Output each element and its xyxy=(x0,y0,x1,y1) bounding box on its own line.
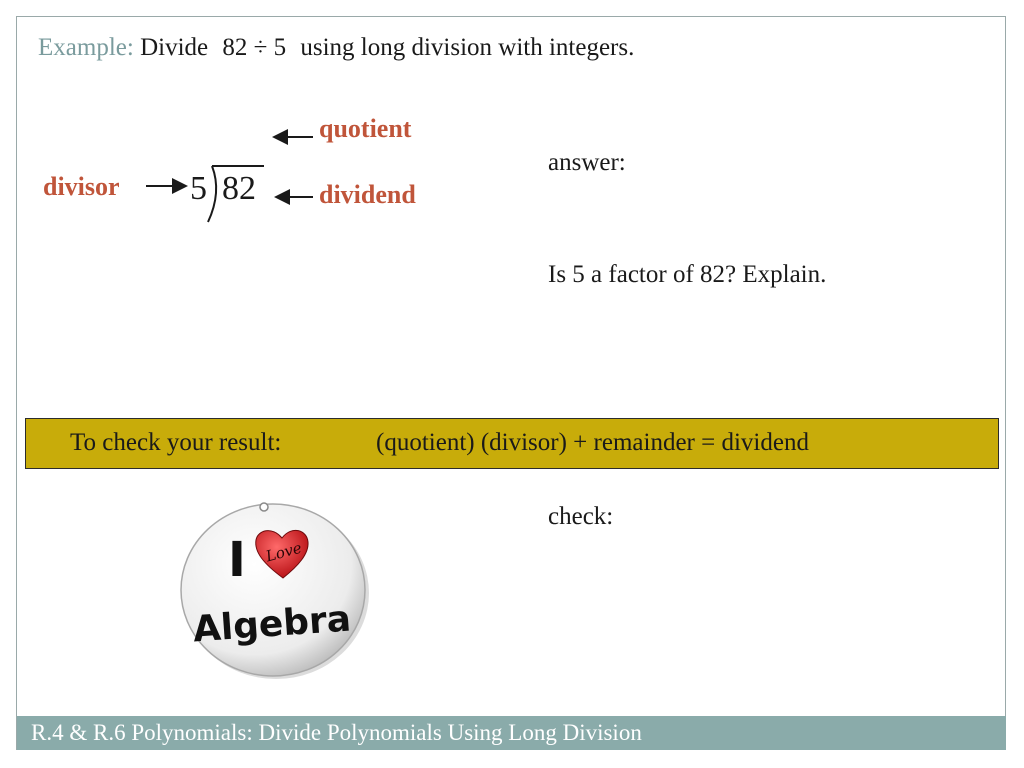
check-result-formula: (quotient) (divisor) + remainder = dividend xyxy=(376,429,809,456)
badge-line2: Algebra xyxy=(191,598,353,651)
quotient-label: quotient xyxy=(319,114,412,143)
badge-heart-text: Love xyxy=(263,538,304,566)
i-love-algebra-badge xyxy=(176,490,376,686)
check-prompt: check: xyxy=(548,503,614,530)
slide-frame xyxy=(16,16,1006,750)
example-label: Example: xyxy=(38,34,134,61)
long-division-divisor: 5 xyxy=(190,170,207,207)
check-result-lead: To check your result: xyxy=(70,429,282,456)
footer-text: R.4 & R.6 Polynomials: Divide Polynomials Using Long Division xyxy=(31,720,642,745)
slide-footer xyxy=(17,716,1006,750)
title-prefix: Divide xyxy=(140,34,209,61)
badge-hole xyxy=(260,503,268,511)
slide-title xyxy=(38,34,634,62)
title-expression: 82 ÷ 5 xyxy=(222,34,287,61)
factor-question: Is 5 a factor of 82? Explain. xyxy=(548,261,827,288)
check-result-box xyxy=(25,418,999,469)
title-suffix: using long division with integers. xyxy=(300,34,635,61)
badge-line1: I xyxy=(228,532,246,588)
dividend-label: dividend xyxy=(319,180,416,209)
long-division-dividend: 82 xyxy=(222,170,256,207)
answer-prompt: answer: xyxy=(548,149,626,176)
divisor-label: divisor xyxy=(43,172,120,201)
